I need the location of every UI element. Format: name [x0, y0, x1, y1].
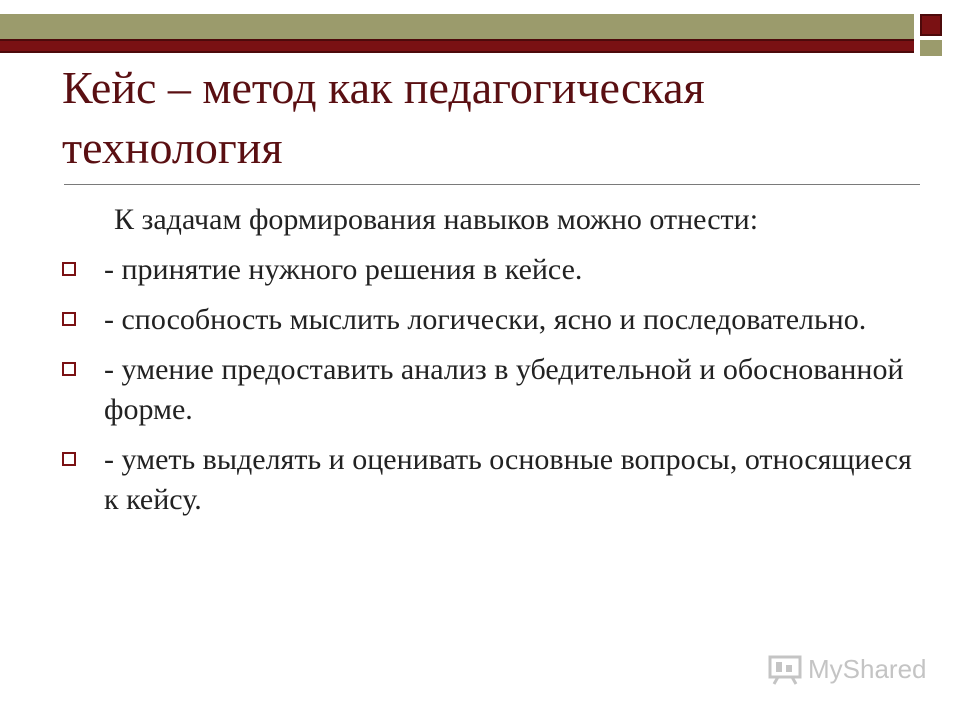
slide-body: [62, 200, 922, 530]
hollow-square-bullet-icon: [62, 362, 76, 376]
title-divider: [64, 184, 920, 185]
list-item: [62, 250, 922, 290]
list-item-text: - уметь выделять и оценивать основные вопросы, относящиеся к кейсу.: [104, 443, 912, 516]
list-item: [62, 300, 922, 340]
corner-olive-square: [920, 40, 942, 56]
bullet-list: [62, 250, 922, 520]
corner-red-square: [920, 14, 942, 36]
hollow-square-bullet-icon: [62, 452, 76, 466]
header-olive-bar: [0, 14, 914, 39]
slide-title: Кейс – метод как педагогическая технология: [62, 62, 705, 173]
presentation-board-icon: [768, 655, 802, 685]
watermark-text: MyShared: [808, 654, 927, 684]
watermark: [768, 654, 927, 685]
hollow-square-bullet-icon: [62, 312, 76, 326]
intro-text: К задачам формирования навыков можно отнести:: [114, 203, 759, 236]
list-item: [62, 350, 922, 430]
header-red-bar: [0, 39, 914, 53]
hollow-square-bullet-icon: [62, 262, 76, 276]
list-item: [62, 440, 922, 520]
list-item-text: - принятие нужного решения в кейсе.: [104, 253, 583, 286]
list-item-text: - умение предоставить анализ в убедительной и обоснованной форме.: [104, 353, 904, 426]
list-item-text: - способность мыслить логически, ясно и последовательно.: [104, 303, 867, 336]
